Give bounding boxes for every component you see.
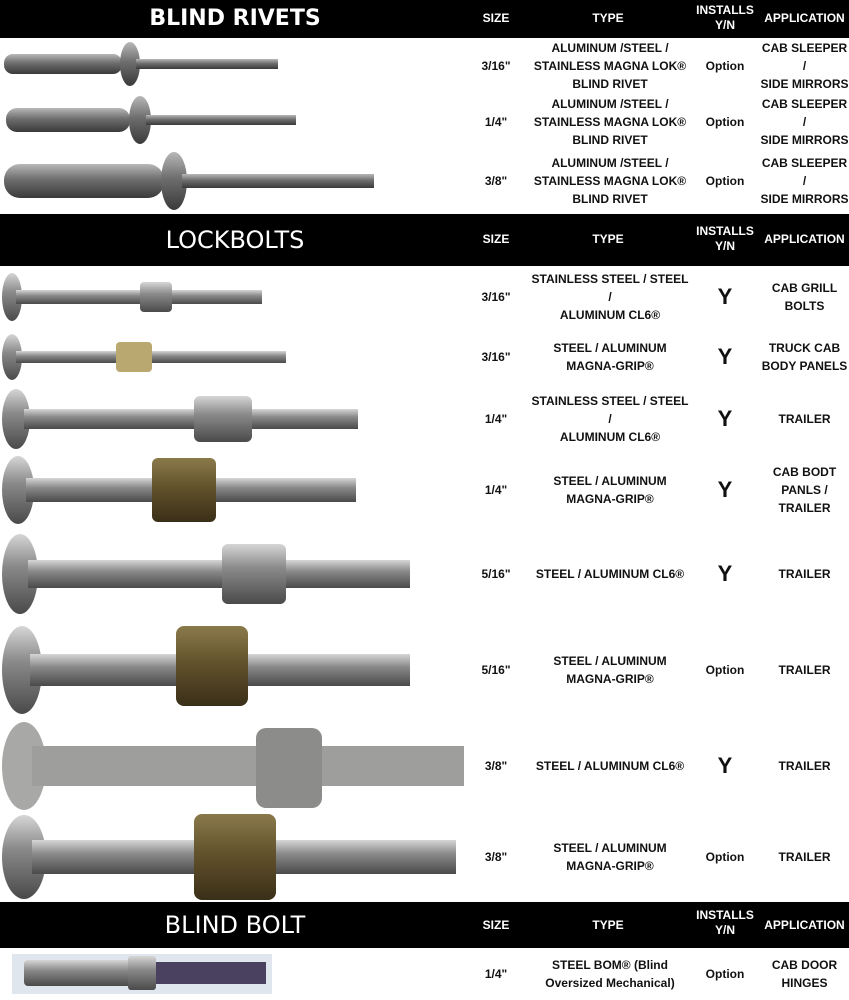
installs-cell: Option	[705, 174, 745, 188]
table-row	[0, 38, 849, 94]
table-row	[0, 150, 849, 212]
column-header-size: SIZE	[482, 11, 510, 25]
installs-cell: Option	[705, 850, 745, 864]
application-cell: CAB SLEEPER / SIDE MIRRORS	[760, 156, 849, 206]
section-header-blind-rivets	[0, 0, 849, 38]
table-row	[0, 528, 849, 620]
type-cell: STEEL BOM® (Blind Oversized Mechanical)	[545, 958, 675, 990]
installs-cell: Y	[717, 344, 733, 369]
type-cell: ALUMINUM /STEEL / STAINLESS MAGNA LOK® BLIND RIVET	[533, 97, 687, 147]
fastener-photo	[0, 38, 470, 94]
table-row	[0, 328, 849, 386]
size-cell: 5/16"	[481, 567, 511, 581]
fastener-photo	[0, 386, 470, 452]
application-cell: CAB DOOR HINGES	[771, 958, 838, 990]
section-header-blind-bolt	[0, 902, 849, 948]
table-row	[0, 948, 849, 1000]
fastener-photo	[0, 266, 470, 328]
column-header-installs: INSTALLS Y/N	[696, 908, 754, 937]
application-cell: CAB BODT PANLS / TRAILER	[772, 465, 837, 515]
installs-cell: Y	[717, 284, 733, 309]
size-cell: 3/8"	[484, 759, 508, 773]
table-row	[0, 452, 849, 528]
application-cell: TRAILER	[778, 412, 831, 426]
installs-cell: Option	[705, 115, 745, 129]
fastener-photo	[0, 528, 470, 620]
column-header-installs: INSTALLS Y/N	[696, 224, 754, 253]
section-title: BLIND RIVETS	[149, 6, 321, 31]
column-header-application: APPLICATION	[764, 232, 845, 246]
type-cell: STEEL / ALUMINUM MAGNA-GRIP®	[553, 654, 667, 686]
size-cell: 3/16"	[481, 59, 511, 73]
size-cell: 5/16"	[481, 663, 511, 677]
section-title: BLIND BOLT	[164, 911, 306, 939]
installs-cell: Y	[717, 753, 733, 778]
fastener-photo	[0, 812, 470, 902]
application-cell: CAB SLEEPER / SIDE MIRRORS	[760, 97, 849, 147]
column-header-type: TYPE	[592, 11, 624, 25]
fastener-photo	[0, 452, 470, 528]
column-header-installs: INSTALLS Y/N	[696, 3, 754, 32]
table-row	[0, 812, 849, 902]
column-header-size: SIZE	[482, 232, 510, 246]
installs-cell: Option	[705, 663, 745, 677]
installs-cell: Y	[717, 477, 733, 502]
section-header-lockbolts	[0, 214, 849, 266]
installs-cell: Y	[717, 406, 733, 431]
size-cell: 1/4"	[484, 115, 508, 129]
fastener-photo	[0, 94, 470, 150]
table-row	[0, 94, 849, 150]
size-cell: 3/8"	[484, 174, 508, 188]
application-cell: TRAILER	[778, 850, 831, 864]
fastener-photo	[0, 948, 470, 1000]
fastener-photo	[0, 328, 470, 386]
size-cell: 3/16"	[481, 290, 511, 304]
column-header-application: APPLICATION	[764, 11, 845, 25]
type-cell: ALUMINUM /STEEL / STAINLESS MAGNA LOK® BLIND RIVET	[533, 41, 687, 91]
application-cell: CAB GRILL BOLTS	[771, 281, 838, 313]
fastener-photo	[0, 620, 470, 720]
column-header-application: APPLICATION	[764, 918, 845, 932]
installs-cell: Option	[705, 59, 745, 73]
type-cell: STAINLESS STEEL / STEEL / ALUMINUM CL6®	[531, 272, 689, 322]
type-cell: STEEL / ALUMINUM MAGNA-GRIP®	[553, 474, 667, 506]
size-cell: 3/16"	[481, 350, 511, 364]
size-cell: 1/4"	[484, 967, 508, 981]
type-cell: ALUMINUM /STEEL / STAINLESS MAGNA LOK® BLIND RIVET	[533, 156, 687, 206]
application-cell: TRAILER	[778, 663, 831, 677]
application-cell: TRUCK CAB BODY PANELS	[761, 341, 848, 373]
application-cell: TRAILER	[778, 567, 831, 581]
size-cell: 3/8"	[484, 850, 508, 864]
type-cell: STEEL / ALUMINUM CL6®	[535, 759, 685, 773]
size-cell: 1/4"	[484, 412, 508, 426]
column-header-type: TYPE	[592, 918, 624, 932]
table-row	[0, 620, 849, 720]
type-cell: STAINLESS STEEL / STEEL / ALUMINUM CL6®	[531, 394, 689, 444]
column-header-type: TYPE	[592, 232, 624, 246]
fastener-photo	[0, 150, 470, 212]
installs-cell: Option	[705, 967, 745, 981]
fastener-photo	[0, 720, 470, 812]
installs-cell: Y	[717, 561, 733, 586]
size-cell: 1/4"	[484, 483, 508, 497]
application-cell: CAB SLEEPER / SIDE MIRRORS	[760, 41, 849, 91]
type-cell: STEEL / ALUMINUM CL6®	[535, 567, 685, 581]
section-title: LOCKBOLTS	[165, 226, 305, 254]
type-cell: STEEL / ALUMINUM MAGNA-GRIP®	[553, 841, 667, 873]
table-row	[0, 386, 849, 452]
type-cell: STEEL / ALUMINUM MAGNA-GRIP®	[553, 341, 667, 373]
table-row	[0, 266, 849, 328]
table-row	[0, 720, 849, 812]
application-cell: TRAILER	[778, 759, 831, 773]
column-header-size: SIZE	[482, 918, 510, 932]
